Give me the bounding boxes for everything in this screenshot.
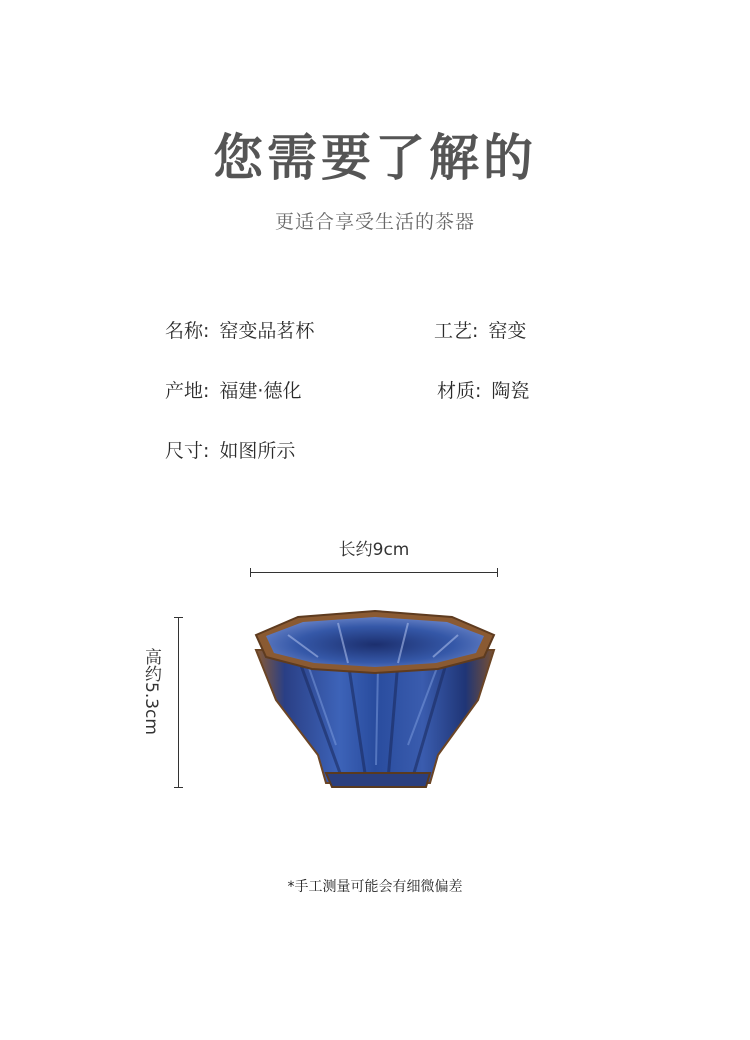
spec-craft-value: 窑变 xyxy=(488,320,527,342)
spec-origin-label: 产地: xyxy=(165,380,210,402)
spec-name-label: 名称: xyxy=(165,320,210,342)
spec-material xyxy=(437,376,529,403)
spec-size xyxy=(165,436,295,463)
spec-origin xyxy=(165,376,301,403)
tea-cup-image xyxy=(248,605,502,790)
height-dimension-line xyxy=(178,617,179,788)
length-dimension-line xyxy=(250,572,498,573)
spec-size-value: 如图所示 xyxy=(219,440,296,462)
spec-craft-label: 工艺: xyxy=(434,320,479,342)
spec-name xyxy=(165,316,314,343)
spec-material-label: 材质: xyxy=(437,380,482,402)
height-dimension-label: 高约5.3cm xyxy=(141,648,161,735)
measurement-footnote: *手工测量可能会有细微偏差 xyxy=(287,879,463,895)
spec-origin-value: 福建·德化 xyxy=(219,380,302,402)
length-dimension-label: 长约9cm xyxy=(338,540,410,560)
spec-name-value: 窑变品茗杯 xyxy=(219,320,315,342)
spec-material-value: 陶瓷 xyxy=(491,380,530,402)
page-subtitle: 更适合享受生活的茶器 xyxy=(274,211,475,233)
spec-size-label: 尺寸: xyxy=(165,440,210,462)
page-title: 您需要了解的 xyxy=(213,129,537,187)
spec-craft xyxy=(434,316,526,343)
